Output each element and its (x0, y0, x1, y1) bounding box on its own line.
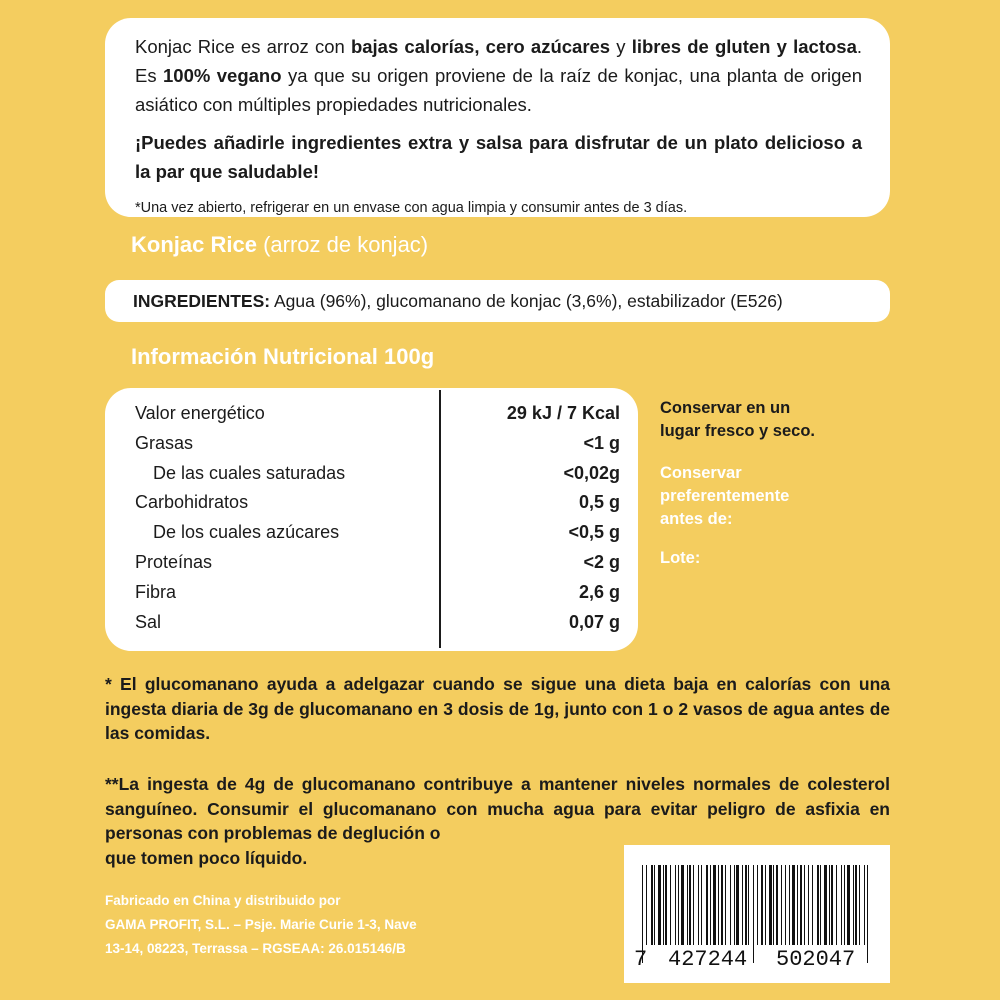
barcode-bar (678, 865, 679, 945)
nutrient-value: 2,6 g (578, 581, 620, 602)
barcode-bar (836, 865, 837, 945)
barcode-bar (844, 865, 845, 945)
description-run: ya que su origen proviene de la raíz de konjac, una planta de origen asiático con múltiples propiedades nutricionales. (135, 65, 862, 115)
storage-line-2: lugar fresco y seco. (660, 422, 815, 440)
description-run: Konjac Rice es arroz con (135, 36, 351, 57)
barcode-bar (853, 865, 854, 945)
barcode-bar (765, 865, 766, 945)
barcode-bar (808, 865, 809, 945)
barcode-bar (748, 865, 749, 945)
barcode-bar (792, 865, 795, 945)
barcode-bar (773, 865, 774, 945)
barcode-bar (681, 865, 684, 945)
nutrient-label: Proteínas (135, 552, 213, 572)
manufacturer-line-3: 13-14, 08223, Terrassa – RGSEAA: 26.015146/B (105, 941, 406, 956)
barcode-bar (736, 865, 739, 945)
nutrient-label: Grasas (135, 432, 194, 453)
barcode-bar (812, 865, 813, 945)
product-subtitle: (arroz de konjac) (263, 232, 429, 257)
barcode-bar (769, 865, 772, 945)
claim-cholesterol: **La ingesta de 4g de glucomanano contribuye a mantener niveles normales de colesterol sanguíneo. Consumir el glucomanano con mucha agua para evitar peligro de asfixia en personas con problemas de deglución o (105, 774, 890, 843)
barcode-bar (663, 865, 664, 945)
product-name: Konjac Rice (131, 232, 257, 257)
barcode-bar (776, 865, 778, 945)
barcode-bar (847, 865, 850, 945)
nutrient-value: <0,5 g (568, 522, 620, 543)
barcode-bar (757, 865, 758, 945)
barcode-bar (730, 865, 731, 945)
nutrient-value: <0,02g (563, 462, 620, 483)
barcode-bar (841, 865, 842, 945)
nutrition-row (135, 398, 620, 428)
nutrient-value: <1 g (583, 432, 620, 453)
barcode-bar (706, 865, 708, 945)
nutrient-value: 29 kJ / 7 Kcal (506, 403, 620, 423)
barcode-bar (831, 865, 833, 945)
description-run: libres de gluten y lactosa (631, 36, 857, 57)
barcode-bar (745, 865, 747, 945)
ingredients-text: Agua (96%), glucomanano de konjac (3,6%), estabilizador (E526) (270, 291, 783, 311)
barcode-bar (820, 865, 821, 945)
best-before-line-2: preferentemente (660, 487, 790, 505)
description-card (105, 18, 890, 217)
barcode-bar (742, 865, 743, 945)
barcode-bar (687, 865, 688, 945)
description-run: bajas calorías, cero azúcares (350, 36, 611, 57)
serving-suggestion: ¡Puedes añadirle ingredientes extra y salsa para disfrutar de un plato delicioso a la par que saludable! (135, 132, 862, 182)
description-run: 100% vegano (163, 65, 282, 86)
storage-note: *Una vez abierto, refrigerar en un envase con agua limpia y consumir antes de 3 días. (135, 200, 688, 216)
barcode-bar (646, 865, 647, 945)
barcode-bar (713, 865, 716, 945)
barcode-bar (689, 865, 691, 945)
storage-line-1: Conservar en un (660, 399, 791, 417)
nutrient-label: Fibra (135, 581, 177, 602)
nutrient-value: 0,5 g (578, 492, 620, 513)
nutrition-row (135, 547, 620, 577)
best-before-line-1: Conservar (660, 464, 742, 482)
nutrition-table (105, 388, 638, 651)
lot-label: Lote: (660, 549, 701, 567)
nutrition-row (135, 428, 620, 458)
claim-cholesterol-end: que tomen poco líquido. (105, 848, 308, 868)
barcode-right-digits: 502047 (776, 947, 856, 972)
barcode (624, 845, 890, 983)
nutrient-label: Carbohidratos (135, 492, 249, 513)
nutrient-value: 0,07 g (568, 611, 620, 632)
barcode-bar (761, 865, 763, 945)
barcode-bar (701, 865, 702, 945)
product-title (131, 232, 428, 258)
barcode-bar (675, 865, 676, 945)
barcode-bar (670, 865, 671, 945)
nutrition-row (135, 487, 620, 517)
barcode-bar (698, 865, 699, 945)
nutrient-label: De las cuales saturadas (153, 462, 346, 483)
barcode-bar (829, 865, 830, 945)
nutrition-row (135, 607, 620, 637)
ingredients-box (105, 280, 890, 322)
barcode-bar (734, 865, 735, 945)
barcode-bar (864, 865, 865, 945)
barcode-bar (867, 865, 868, 963)
nutrition-title: Información Nutricional 100g (131, 344, 435, 369)
barcode-bar (721, 865, 723, 945)
nutrition-row (135, 458, 620, 488)
nutrition-row (135, 517, 620, 547)
nutrient-label: Valor energético (135, 403, 265, 423)
nutrition-row (135, 577, 620, 607)
description-run: . Es (135, 36, 863, 86)
barcode-bar (824, 865, 827, 945)
claim-weight-loss: * El glucomanano ayuda a adelgazar cuando se sigue una dieta baja en calorías con una ingesta diaria de 3g de glucomanano en 3 dosis de 1g, junto con 1 o 2 vasos de agua antes de las comidas. (105, 674, 890, 743)
nutrient-label: De los cuales azúcares (153, 522, 340, 543)
nutrient-label: Sal (135, 611, 162, 632)
manufacturer-line-1: Fabricado en China y distribuido por (105, 893, 341, 908)
nutrient-value: <2 g (583, 552, 620, 572)
barcode-bar (789, 865, 790, 945)
description-run: y (610, 36, 632, 57)
barcode-bar (651, 865, 653, 945)
barcode-bar (710, 865, 711, 945)
barcode-bar (725, 865, 726, 945)
barcode-bar (797, 865, 798, 945)
barcode-bar (753, 865, 754, 963)
barcode-bar (654, 865, 655, 945)
barcode-bar (718, 865, 719, 945)
barcode-bar (855, 865, 857, 945)
barcode-bar (800, 865, 802, 945)
barcode-bar (804, 865, 805, 945)
barcode-left-digits: 427244 (668, 947, 748, 972)
best-before-line-3: antes de: (660, 510, 733, 528)
description-paragraph (135, 32, 862, 119)
barcode-bar (665, 865, 667, 945)
ingredients-label: INGREDIENTES: (133, 291, 271, 311)
barcode-bar (658, 865, 661, 945)
barcode-bar (859, 865, 860, 945)
barcode-bar (693, 865, 694, 945)
barcode-bar (817, 865, 819, 945)
barcode-bar (781, 865, 782, 945)
barcode-first-digit: 7 (634, 947, 648, 972)
manufacturer-line-2: GAMA PROFIT, S.L. – Psje. Marie Curie 1-3, Nave (105, 917, 417, 932)
barcode-bar (785, 865, 786, 945)
